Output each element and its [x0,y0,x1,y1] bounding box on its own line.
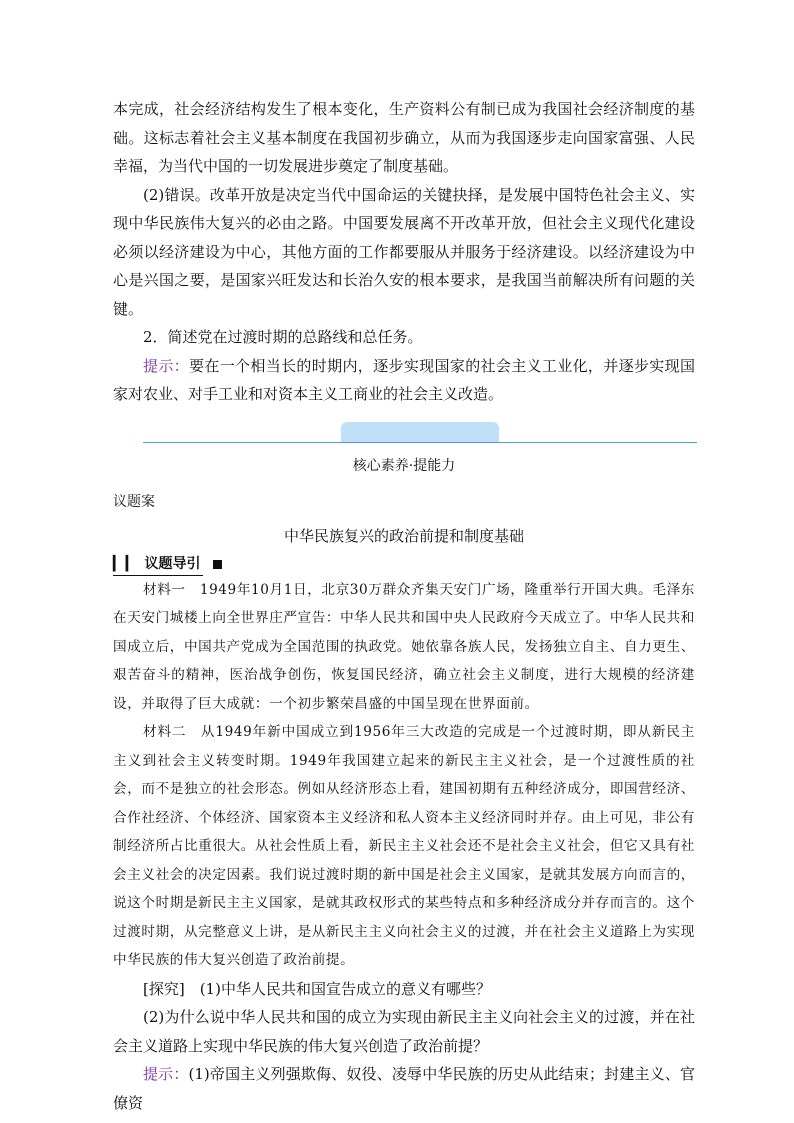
hint-text-2: (1)帝国主义列强欺侮、奴役、凌辱中华民族的历史从此结束；封建主义、官僚资 [113,1065,695,1112]
explore-question-2: (2)为什么说中华人民共和国的成立为实现由新民主主义向社会主义的过渡，并在社会主义道路上实现中华民族的伟大复兴创造了政治前提？ [113,1008,695,1055]
section-title: 核心素养·提能力 [352,457,456,474]
guide-bars-icon: ▎▎ [113,555,139,572]
material-1: 材料一 1949年10月1日，北京30万群众齐集天安门广场，隆重举行开国大典。毛泽东在天安门城楼上向全世界庄严宣告：中华人民共和国中央人民政府今天成立了。中华人民共和国成立后，中国共产党成为全国范围的执政党。她依靠各族人民，发扬独立自主、自力更生、艰苦奋斗的精神，医治战争创伤，恢复国民经济，确立社会主义制度，进行大规模的经济建设，并取得了巨大成就：一个初步繁荣昌盛的中国呈现在世界面前。 [113,581,695,712]
guide-heading [113,553,695,576]
divider-line [143,442,697,443]
section-divider [113,417,695,447]
explore-question-1: [探究] (1)中华人民共和国宣告成立的意义有哪些？ [143,979,491,998]
hint-label: 提示： [143,356,190,375]
square-bullet-icon [213,560,222,569]
answer-paragraph-1: 本完成，社会经济结构发生了根本变化，生产资料公有制已成为我国社会经济制度的基础。这标志着社会主义基本制度在我国初步确立，从而为我国逐步走向国家富强、人民幸福，为当代中国的一切发展进步奠定了制度基础。 [113,100,695,175]
case-label: 议题案 [113,493,155,510]
document-page [113,95,695,1117]
hint-label-2: 提示： [143,1065,189,1083]
guide-label: 议题导引 [144,555,201,572]
case-title: 中华民族复兴的政治前提和制度基础 [283,526,524,545]
answer-paragraph-2: (2)错误。改革开放是决定当代中国命运的关键抉择，是发展中国特色社会主义、实现中华民族伟大复兴的必由之路。中国要发展离不开改革开放，但社会主义现代化建设必须以经济建设为中心，其他方面的工作都要服从并服务于经济建设。以经济建设为中心是兴国之要，是国家兴旺发达和长治久安的根本要求，是我国当前解决所有问题的关键。 [113,185,695,318]
question-2: 2．简述党在过渡时期的总路线和总任务。 [143,328,423,346]
material-2: 材料二 从1949年新中国成立到1956年三大改造的完成是一个过渡时期，即从新民主主义到社会主义转变时期。1949年我国建立起来的新民主主义社会，是一个过渡性质的社会，而不是独立的社会形态。例如从经济形态上看，建国初期有五种经济成分，即国营经济、合作社经济、个体经济、国家资本主义经济和私人资本主义经济同时并存。由上可见，非公有制经济所占比重很大。从社会性质上看，新民主主义社会还不是社会主义社会，但它又具有社会主义社会的决定因素。我们说过渡时期的新中国是社会主义国家，是就其发展方向而言的，说这个时期是新民主主义国家，是就其政权形式的某些特点和多种经济成分并存而言的。这个过渡时期，从完整意义上讲，是从新民主主义向社会主义的过渡，并在社会主义道路上为实现中华民族的伟大复兴创造了政治前提。 [113,724,695,968]
hint-paragraph-1 [113,352,695,409]
guide-heading-text [113,553,203,576]
hint-text: 要在一个相当长的时期内，逐步实现国家的社会主义工业化，并逐步实现国家对农业、对手工业和对资本主义工商业的社会主义改造。 [113,356,695,403]
hint-paragraph-2 [113,1060,695,1117]
divider-tab [341,422,499,442]
